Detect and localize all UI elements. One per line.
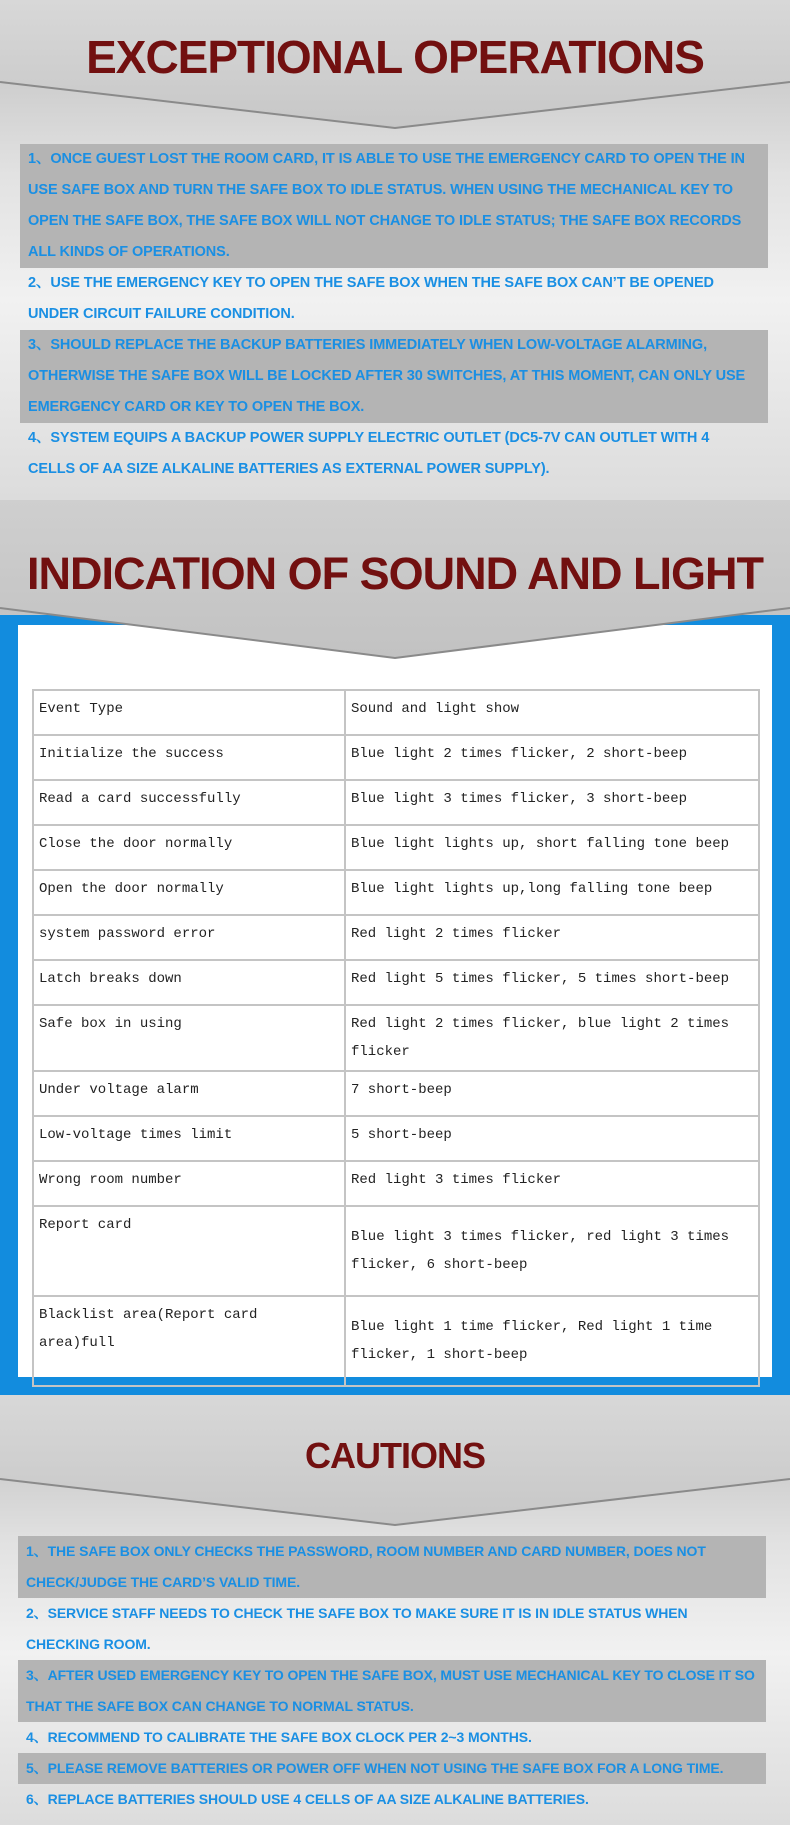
table-row (33, 915, 759, 960)
event-cell: Read a card successfully (33, 780, 345, 825)
show-cell: Red light 3 times flicker (345, 1161, 759, 1206)
exceptional-list (20, 144, 768, 485)
event-cell: Safe box in using (33, 1005, 345, 1071)
caution-item-5: 5、PLEASE REMOVE BATTERIES OR POWER OFF WHEN NOT USING THE SAFE BOX FOR A LONG TIME. (18, 1753, 766, 1784)
exceptional-operations-section (0, 0, 790, 500)
table-row (33, 825, 759, 870)
table-row (33, 870, 759, 915)
indication-section (0, 500, 790, 1395)
caution-item-3: 3、AFTER USED EMERGENCY KEY TO OPEN THE SAFE BOX, MUST USE MECHANICAL KEY TO CLOSE IT SO THAT THE SAFE BOX CAN CHANGE TO NORMAL STATUS. (18, 1660, 766, 1722)
exceptional-item-2: 2、USE THE EMERGENCY KEY TO OPEN THE SAFE BOX WHEN THE SAFE BOX CAN’T BE OPENED UNDER CIRCUIT FAILURE CONDITION. (28, 275, 714, 322)
event-cell: Open the door normally (33, 870, 345, 915)
table-row (33, 735, 759, 780)
caution-item-6: 6、REPLACE BATTERIES SHOULD USE 4 CELLS OF AA SIZE ALKALINE BATTERIES. (26, 1791, 589, 1807)
event-cell: Latch breaks down (33, 960, 345, 1005)
table-row (33, 1161, 759, 1206)
table-row (33, 780, 759, 825)
show-cell: Blue light 1 time flicker, Red light 1 time flicker, 1 short-beep (345, 1296, 759, 1386)
show-cell: Blue light 3 times flicker, red light 3 times flicker, 6 short-beep (345, 1206, 759, 1296)
show-cell: Red light 2 times flicker (345, 915, 759, 960)
exceptional-item-3: 3、SHOULD REPLACE THE BACKUP BATTERIES IMMEDIATELY WHEN LOW-VOLTAGE ALARMING, OTHERWISE THE SAFE BOX WILL BE LOCKED AFTER 30 SWITCHES, AT THIS MOMENT, CAN ONLY USE EMERGENCY CARD OR KEY TO OPEN THE BOX. (20, 330, 768, 423)
show-cell: Blue light 2 times flicker, 2 short-beep (345, 735, 759, 780)
event-cell: Initialize the success (33, 735, 345, 780)
show-cell: Blue light lights up, short falling tone beep (345, 825, 759, 870)
table-row (33, 1005, 759, 1071)
table-frame (0, 615, 790, 1395)
header-sound-light-show: Sound and light show (345, 690, 759, 735)
event-cell: Report card (33, 1206, 345, 1296)
caution-item-4: 4、RECOMMEND TO CALIBRATE THE SAFE BOX CLOCK PER 2~3 MONTHS. (26, 1729, 532, 1745)
indication-title: INDICATION OF SOUND AND LIGHT (27, 548, 763, 599)
event-cell: Under voltage alarm (33, 1071, 345, 1116)
sound-light-table (32, 689, 760, 1387)
table-header-row (33, 690, 759, 735)
table-panel (18, 625, 772, 1377)
event-cell: system password error (33, 915, 345, 960)
header-event-type: Event Type (33, 690, 345, 735)
cautions-list (18, 1536, 766, 1815)
show-cell: Red light 2 times flicker, blue light 2 times flicker (345, 1005, 759, 1071)
exceptional-title: EXCEPTIONAL OPERATIONS (86, 31, 704, 83)
table-row (33, 1071, 759, 1116)
caution-item-1: 1、THE SAFE BOX ONLY CHECKS THE PASSWORD, ROOM NUMBER AND CARD NUMBER, DOES NOT CHECK/JUDGE THE CARD’S VALID TIME. (18, 1536, 766, 1598)
cautions-title: CAUTIONS (305, 1435, 485, 1476)
show-cell: Blue light 3 times flicker, 3 short-beep (345, 780, 759, 825)
event-cell: Wrong room number (33, 1161, 345, 1206)
exceptional-item-1: 1、ONCE GUEST LOST THE ROOM CARD, IT IS ABLE TO USE THE EMERGENCY CARD TO OPEN THE IN USE SAFE BOX AND TURN THE SAFE BOX TO IDLE STATUS. WHEN USING THE MECHANICAL KEY TO OPEN THE SAFE BOX, THE SAFE BOX WILL NOT CHANGE TO IDLE STATUS; THE SAFE BOX RECORDS ALL KINDS OF OPERATIONS. (20, 144, 768, 268)
cautions-section (0, 1395, 790, 1825)
show-cell: Blue light lights up,long falling tone beep (345, 870, 759, 915)
table-row (33, 1206, 759, 1296)
table-row (33, 1116, 759, 1161)
table-row (33, 1296, 759, 1386)
show-cell: Red light 5 times flicker, 5 times short-beep (345, 960, 759, 1005)
caution-item-2: 2、SERVICE STAFF NEEDS TO CHECK THE SAFE BOX TO MAKE SURE IT IS IN IDLE STATUS WHEN CHECKING ROOM. (26, 1605, 688, 1652)
event-cell: Close the door normally (33, 825, 345, 870)
event-cell: Blacklist area(Report card area)full (33, 1296, 345, 1386)
event-cell: Low-voltage times limit (33, 1116, 345, 1161)
table-row (33, 960, 759, 1005)
show-cell: 7 short-beep (345, 1071, 759, 1116)
exceptional-item-4: 4、SYSTEM EQUIPS A BACKUP POWER SUPPLY ELECTRIC OUTLET (DC5-7V CAN OUTLET WITH 4 CELLS OF AA SIZE ALKALINE BATTERIES AS EXTERNAL POWER SUPPLY). (28, 430, 710, 477)
show-cell: 5 short-beep (345, 1116, 759, 1161)
